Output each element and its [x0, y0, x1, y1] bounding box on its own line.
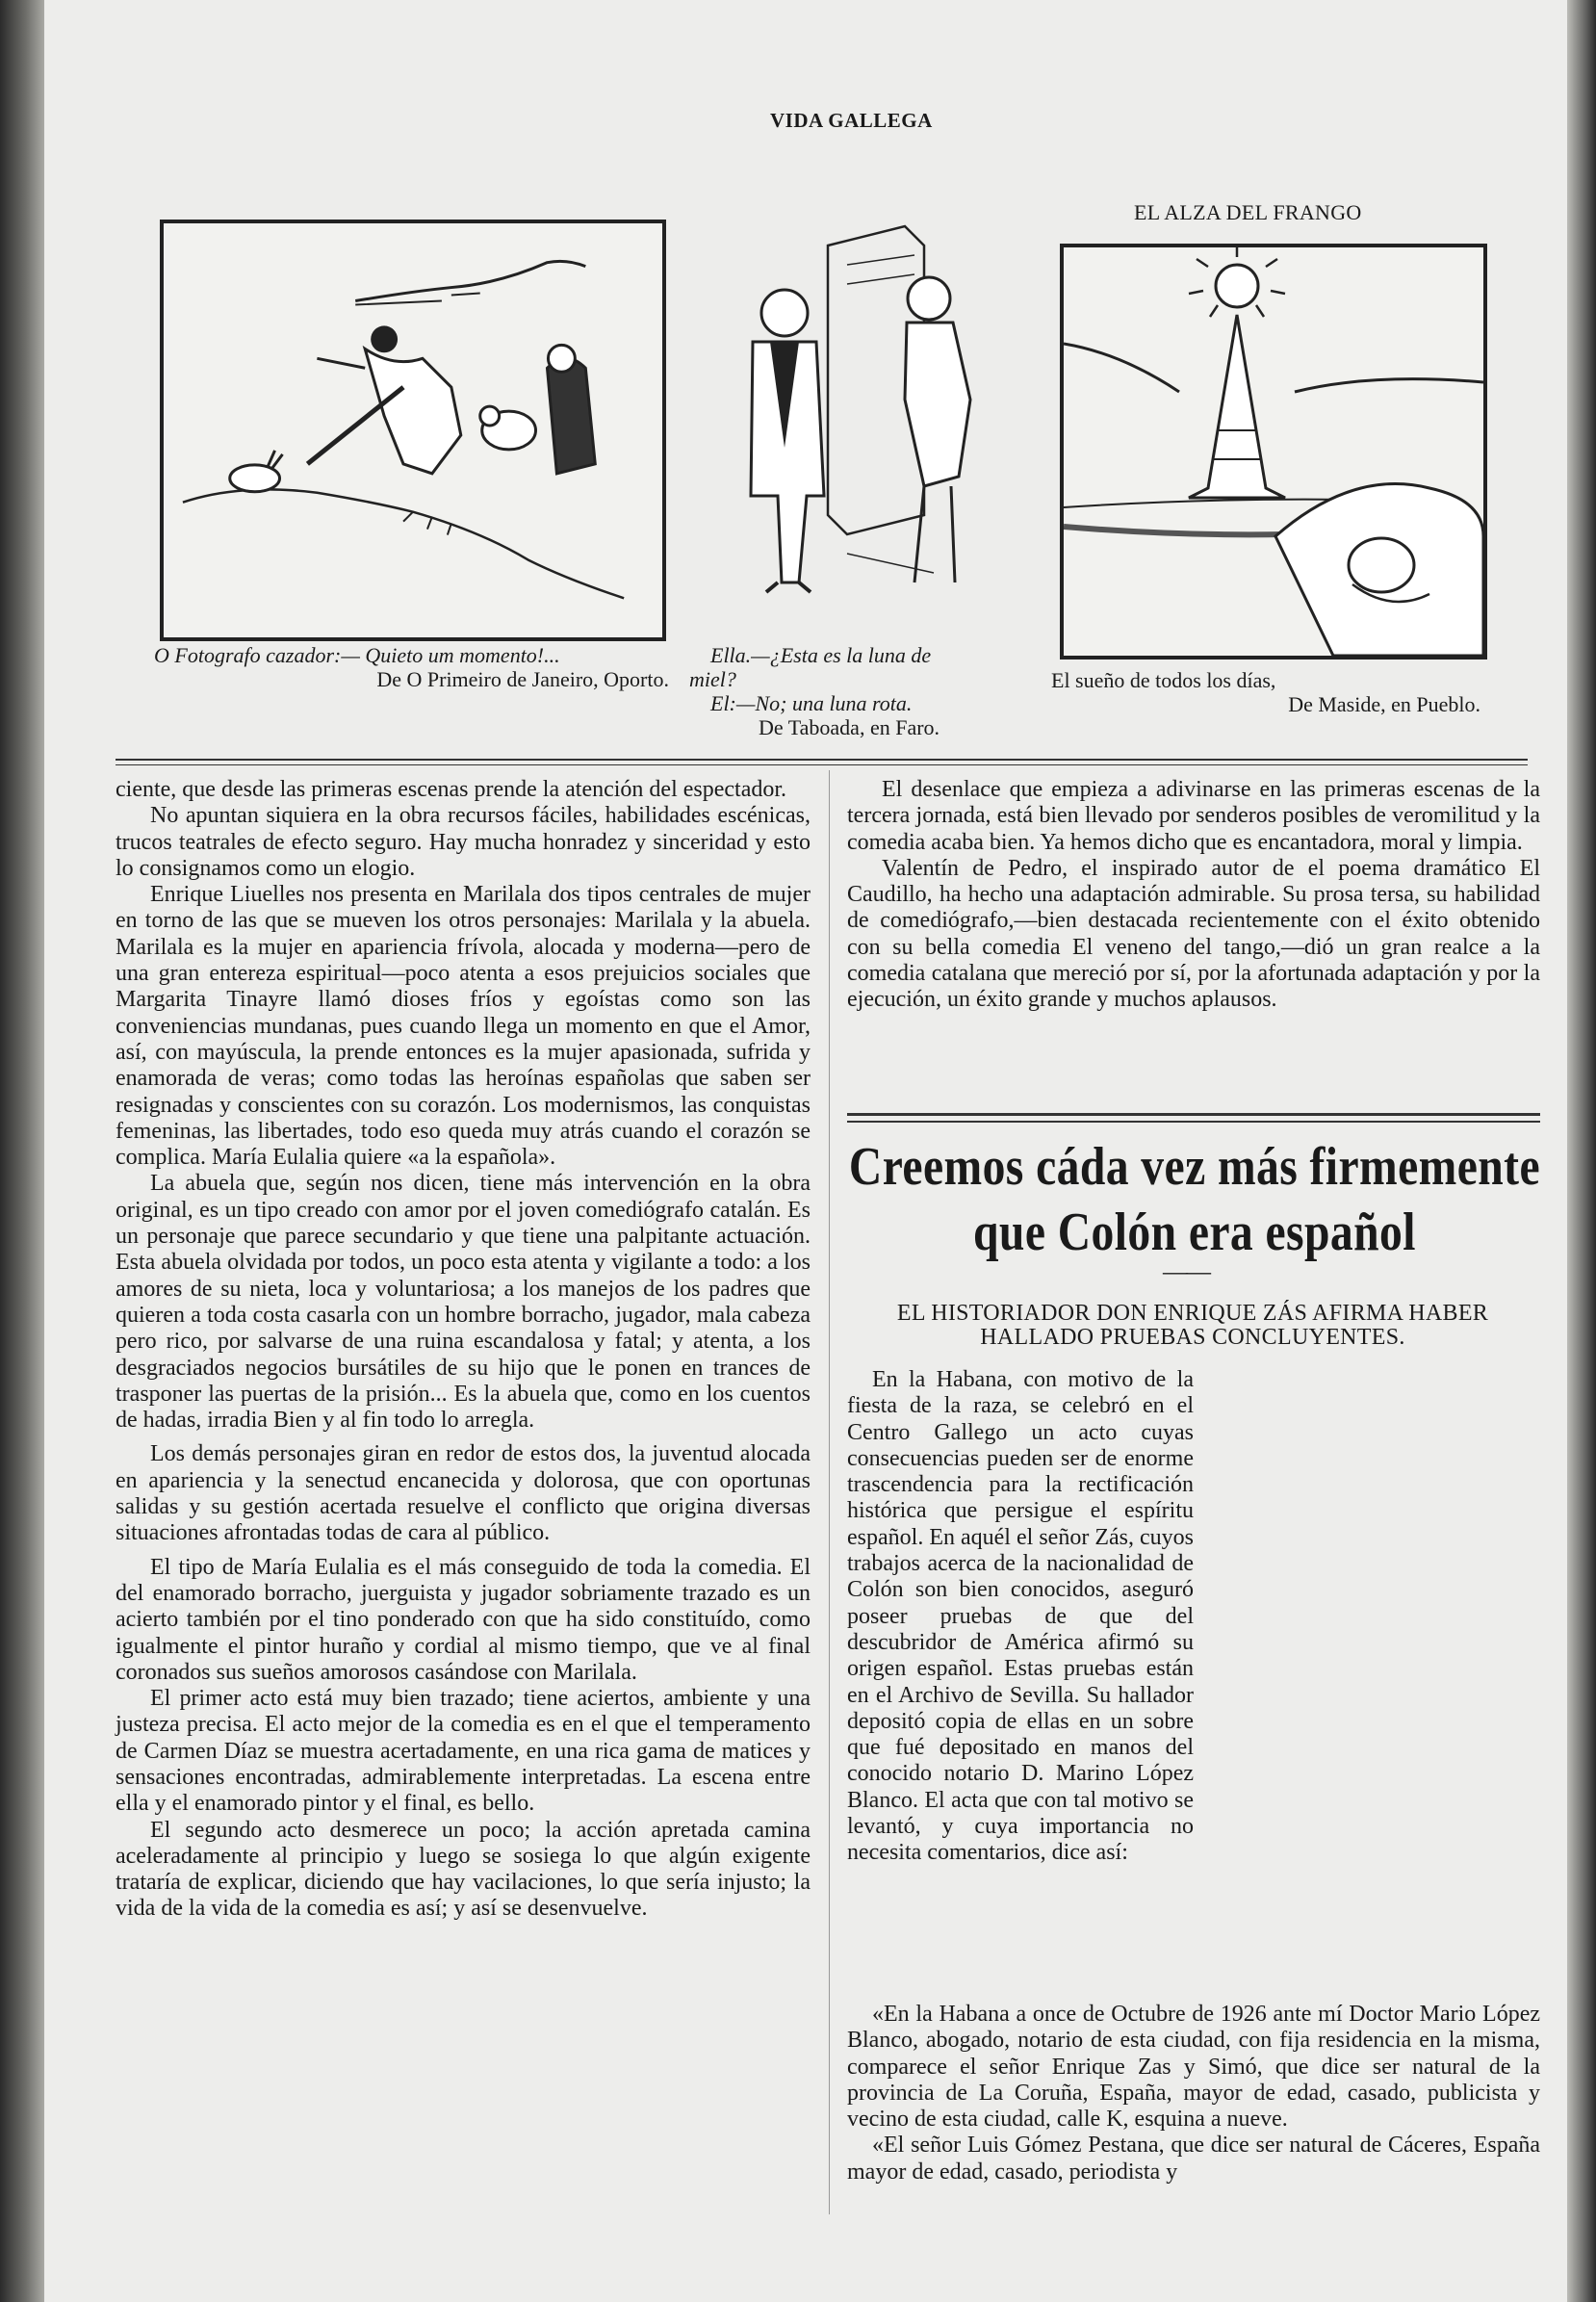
paragraph: Valentín de Pedro, el inspirado autor de el poema dramático El Caudillo, ha hecho una adaptación admirable. Su prosa tersa, su habilidad de comediógrafo,—bien destacada recientemente con el éxito obtenido con su bella comedia El veneno del tango,—dió un gran realce a la comedia catalana que mereció por sí, por la afortunada adaptación y por la ejecución, un éxito grande y muchos aplausos. [847, 855, 1540, 1013]
right-column-top [847, 777, 1540, 1014]
caption-line: El:—No; una luna rota. [710, 691, 913, 715]
article-bottom-text [847, 2002, 1540, 2186]
running-header: VIDA GALLEGA [770, 109, 933, 132]
paragraph: El desenlace que empieza a adivinarse en las primeras escenas de la tercera jornada, está bien llevado por senderos posibles de veromilitud y la comedia acaba bien. Ya hemos dicho que es encantadora, moral y limpia. [847, 777, 1540, 855]
section-rule-top-2 [116, 764, 1528, 765]
paragraph: Enrique Liuelles nos presenta en Marilala dos tipos centrales de mujer en torno de las que se mueven los otros personajes: Marilala y la abuela. Marilala es la mujer en apariencia frívola, alocada y moderna—pero de una gran entereza espiritual—poco atenta a esos prejuicios sociales que Margarita Tinayre llamó dioses fríos y egoístas como son las conveniencias mundanas, pues cuando llega un momento en que el Amor, así, con mayúscula, la prende entonces es la mujer apasionada, sufrida y enamorada de veras; como todas las heroínas españolas que saben ser resignadas y conscientes con su corazón. Los modernismos, las conquistas femeninas, las libertades, todo eso queda muy atrás cuando el corazón se complica. María Eulalia quiere «a la española». [116, 882, 811, 1171]
cartoon-dream-caption [1051, 668, 1480, 716]
paragraph: «En la Habana a once de Octubre de 1926 ante mí Doctor Mario López Blanco, abogado, notario de esta ciudad, con fija residencia en la misma, comparece el señor Enrique Zas y Simó, que dice ser natural de la provincia de La Coruña, España, mayor de edad, casado, publicista y vecino de esta ciudad, calle K, esquina a nueve. [847, 2002, 1540, 2133]
paragraph: «El señor Luis Gómez Pestana, que dice ser natural de Cáceres, España mayor de edad, casado, periodista y [847, 2133, 1540, 2185]
article-rule [847, 1113, 1540, 1116]
cartoon-hunter-caption [154, 643, 669, 691]
caption-line: O Fotografo cazador:— Quieto um momento!... [154, 643, 560, 667]
cartoon-hunter-frame [160, 220, 666, 641]
paragraph: ciente, que desde las primeras escenas prende la atención del espectador. [116, 777, 787, 802]
cartoon-dream-frame [1060, 244, 1487, 660]
caption-credit: De Maside, en Pueblo. [1288, 692, 1480, 716]
article-rule-2 [847, 1121, 1540, 1123]
cartoon-honeymoon-caption [689, 643, 1020, 739]
paragraph: El tipo de María Eulalia es el más conseguido de toda la comedia. El del enamorado borracho, juerguista y jugador sobriamente trazado es un acierto también por el tino ponderado con que ha sido constituído, como igualmente el pintor huraño y cordial al mismo tiempo, que ve al final coronados sus sueños amorosos casándose con Marilala. [116, 1554, 811, 1685]
paragraph: La abuela que, según nos dicen, tiene más intervención en la obra original, es un tipo creado con amor por el joven comediógrafo catalán. Es un personaje que parece secundario y que tiene una palpitante actuación. Esta abuela olvidada por todos, un poco esta atenta y vigilante a todo: a los amores de su nieta, loca y voluntariosa; a los manejos de los padres que quieren a toda costa casarla con un hombre borracho, jugador, mala cabeza pero rico, por salvarse de una ruina escandalosa y fatal; y atenta, a los desgraciados negocios bursátiles de su hijo que le ponen en trances de trasponer las puertas de la prisión... Es la abuela que, como en los cuentos de hadas, irradia Bien y al fin todo lo arregla. [116, 1171, 811, 1434]
caption-credit: De Taboada, en Faro. [759, 715, 940, 739]
headline-dash: —— [1163, 1257, 1209, 1285]
cartoon-hunter-drawing [164, 223, 662, 637]
left-column [116, 777, 811, 1923]
section-rule-top [116, 759, 1528, 761]
cartoon-honeymoon-drawing [732, 207, 982, 616]
caption-line: Ella.—¿Esta es la luna de [710, 643, 932, 667]
article-narrow-column [847, 1367, 1194, 1867]
caption-line: El sueño de todos los días, [1051, 668, 1276, 692]
paragraph: No apuntan siquiera en la obra recursos fáciles, habilidades escénicas, trucos teatrales de efecto seguro. Hay mucha honradez y sinceridad y esto lo consignamos como un elogio. [116, 803, 811, 881]
article-headline: Creemos cáda vez más firmemente que Colón era español [848, 1137, 1540, 1262]
caption-credit: De O Primeiro de Janeiro, Oporto. [376, 667, 669, 691]
article-subhead: EL HISTORIADOR DON ENRIQUE ZÁS AFIRMA HABER HALLADO PRUEBAS CONCLUYENTES. [896, 1301, 1489, 1350]
cartoon-section-title: EL ALZA DEL FRANGO [1134, 200, 1362, 224]
paragraph: En la Habana, con motivo de la fiesta de la raza, se celebró en el Centro Gallego un acto cuyas consecuencias pueden ser de enorme trascendencia para la rectificación histórica que persigue el espíritu español. En aquél el señor Zás, cuyos trabajos acerca de la nacionalidad de Colón son bien conocidos, aseguró poseer pruebas de que del descubridor de América afirmó su origen español. Estas pruebas están en el Archivo de Sevilla. Su hallador depositó copia de ellas en un sobre que fué depositado en manos del conocido notario D. Marino López Blanco. El acta que con tal motivo se levantó, y cuya importancia no necesita comentarios, dice así: [847, 1367, 1194, 1866]
page-edge [1567, 0, 1596, 2302]
caption-line: miel? [689, 667, 736, 691]
column-divider [829, 770, 830, 2214]
paragraph: Los demás personajes giran en redor de estos dos, la juventud alocada en apariencia y la senectud encanecida y dolorosa, que con oportunas salidas y su gestión acertada resuelve el conflicto que origina diversas situaciones afrontadas todas de cara al público. [116, 1441, 811, 1546]
paragraph: El primer acto está muy bien trazado; tiene aciertos, ambiente y una justeza precisa. El acto mejor de la comedia es en el que el temperamento de Carmen Díaz se muestra acertadamente, en una rica gama de matices y sensaciones encontradas, admirablemente interpretadas. La escena entre ella y el enamorado pintor y el final, es bello. [116, 1686, 811, 1817]
paragraph: El segundo acto desmerece un poco; la acción apretada camina aceleradamente al principio y luego se sosiega lo que algún exigente trataría de explicar, diciendo que hay vacilaciones, lo que sería injusto; la vida de la vida de la comedia es así; y así se desenvuelve. [116, 1817, 811, 1922]
cartoon-dream-drawing [1064, 247, 1483, 656]
